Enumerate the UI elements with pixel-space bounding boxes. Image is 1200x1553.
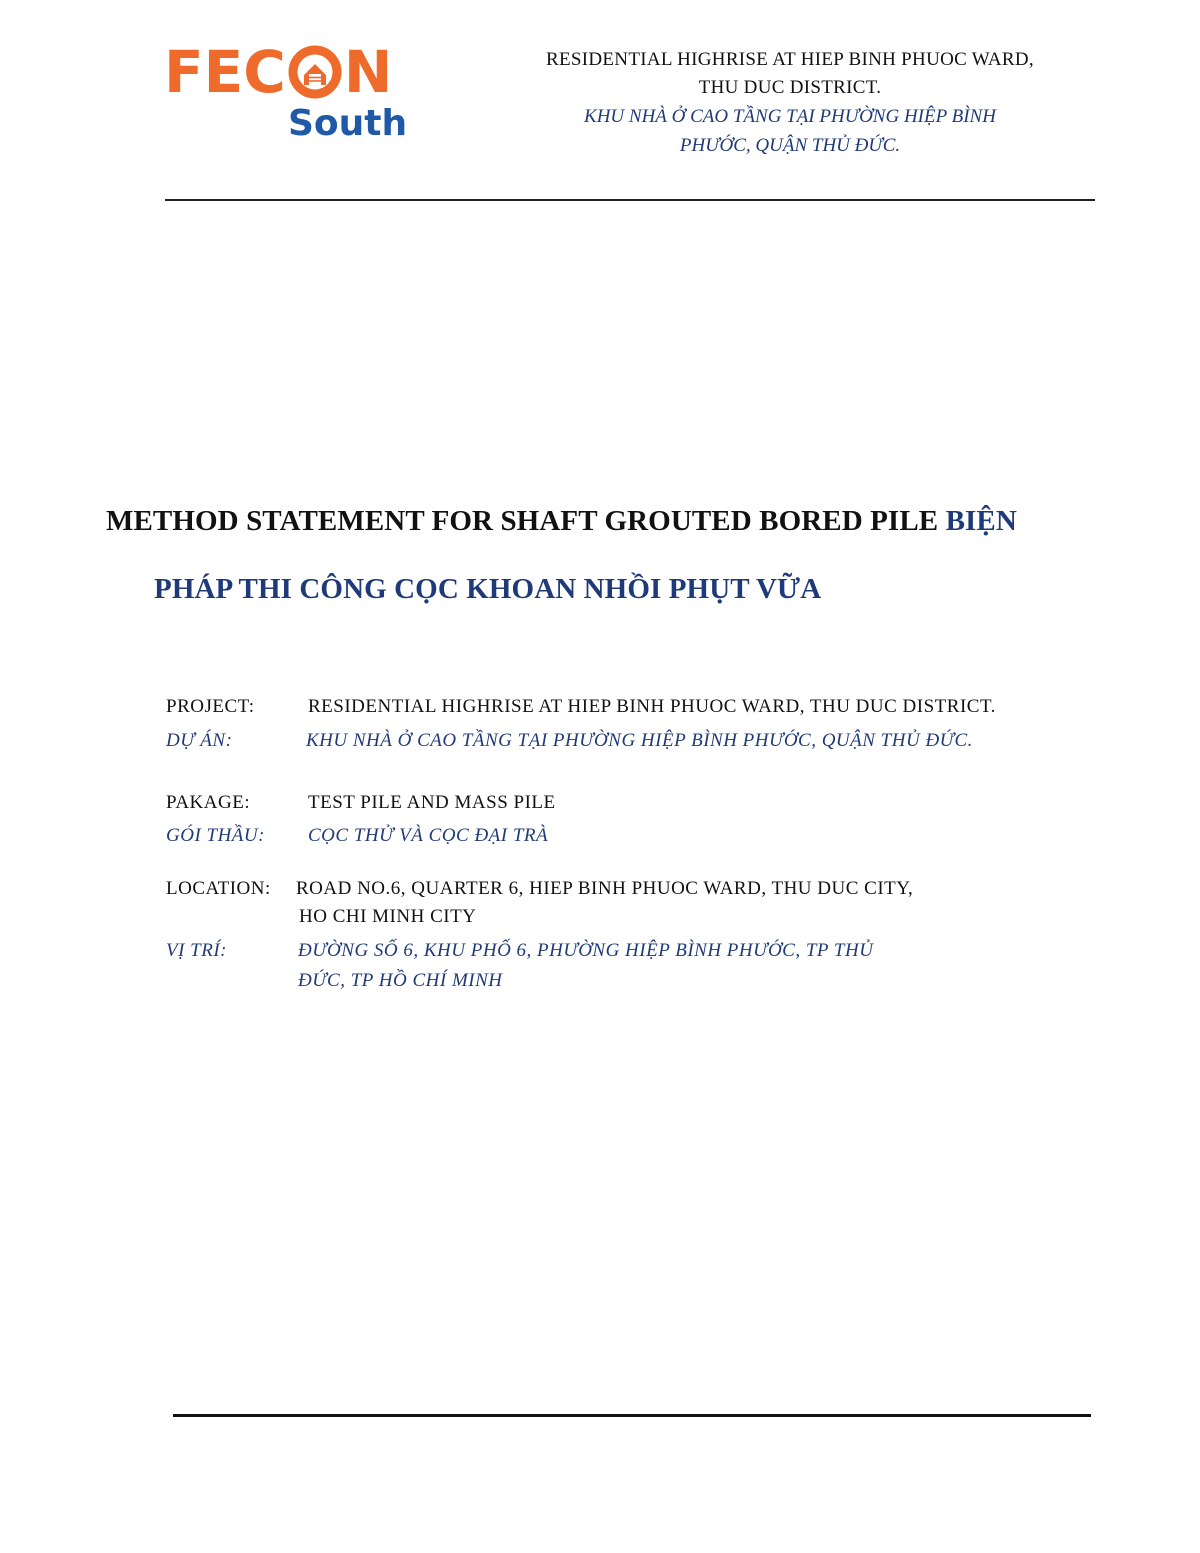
project-vn-value: KHU NHÀ Ở CAO TẦNG TẠI PHƯỜNG HIỆP BÌNH PHƯỚC, QUẬN THỦ ĐỨC. [306, 730, 973, 751]
package-vn-label: GÓI THẦU: [166, 825, 265, 846]
title-en: METHOD STATEMENT FOR SHAFT GROUTED BORED PILE [106, 505, 939, 537]
location-value-line2: HO CHI MINH CITY [299, 906, 477, 927]
header-project-en-line2: THU DUC DISTRICT. [698, 77, 882, 98]
location-vn-value-line2: ĐỨC, TP HỒ CHÍ MINH [298, 970, 503, 991]
header-project-vn-line1: KHU NHÀ Ở CAO TẦNG TẠI PHƯỜNG HIỆP BÌNH [584, 106, 996, 127]
title-vn-part1: BIỆN [945, 505, 1017, 537]
project-label: PROJECT: [166, 696, 255, 717]
location-label: LOCATION: [166, 878, 271, 899]
location-value-line1: ROAD NO.6, QUARTER 6, HIEP BINH PHUOC WARD, THU DUC CITY, [296, 878, 914, 899]
title-line1 [106, 505, 1017, 538]
package-label: PAKAGE: [166, 792, 251, 813]
project-value: RESIDENTIAL HIGHRISE AT HIEP BINH PHUOC WARD, THU DUC DISTRICT. [308, 696, 996, 717]
header-project-vn-line2: PHƯỚC, QUẬN THỦ ĐỨC. [679, 135, 901, 156]
package-vn-value: CỌC THỬ VÀ CỌC ĐẠI TRÀ [308, 825, 549, 846]
fecon-south-logo [164, 38, 408, 150]
logo-letter-n: N [343, 38, 393, 106]
location-vn-label: VỊ TRÍ: [166, 940, 228, 961]
logo-subtitle: South [288, 103, 408, 144]
header-project-en-line1: RESIDENTIAL HIGHRISE AT HIEP BINH PHUOC WARD, [546, 49, 1034, 70]
package-value: TEST PILE AND MASS PILE [308, 792, 556, 813]
document-header [480, 46, 1100, 160]
logo-letters-fec: FEC [164, 38, 286, 106]
location-vn-value-line1: ĐƯỜNG SỐ 6, KHU PHỐ 6, PHƯỜNG HIỆP BÌNH PHƯỚC, TP THỦ [298, 940, 874, 961]
footer-divider [173, 1414, 1091, 1417]
title-vn-part2: PHÁP THI CÔNG CỌC KHOAN NHỒI PHỤT VỮA [154, 573, 822, 605]
logo-house-o-icon [288, 45, 342, 99]
logo-wordmark [164, 40, 392, 104]
project-vn-label: DỰ ÁN: [166, 730, 233, 751]
header-divider [165, 199, 1095, 201]
